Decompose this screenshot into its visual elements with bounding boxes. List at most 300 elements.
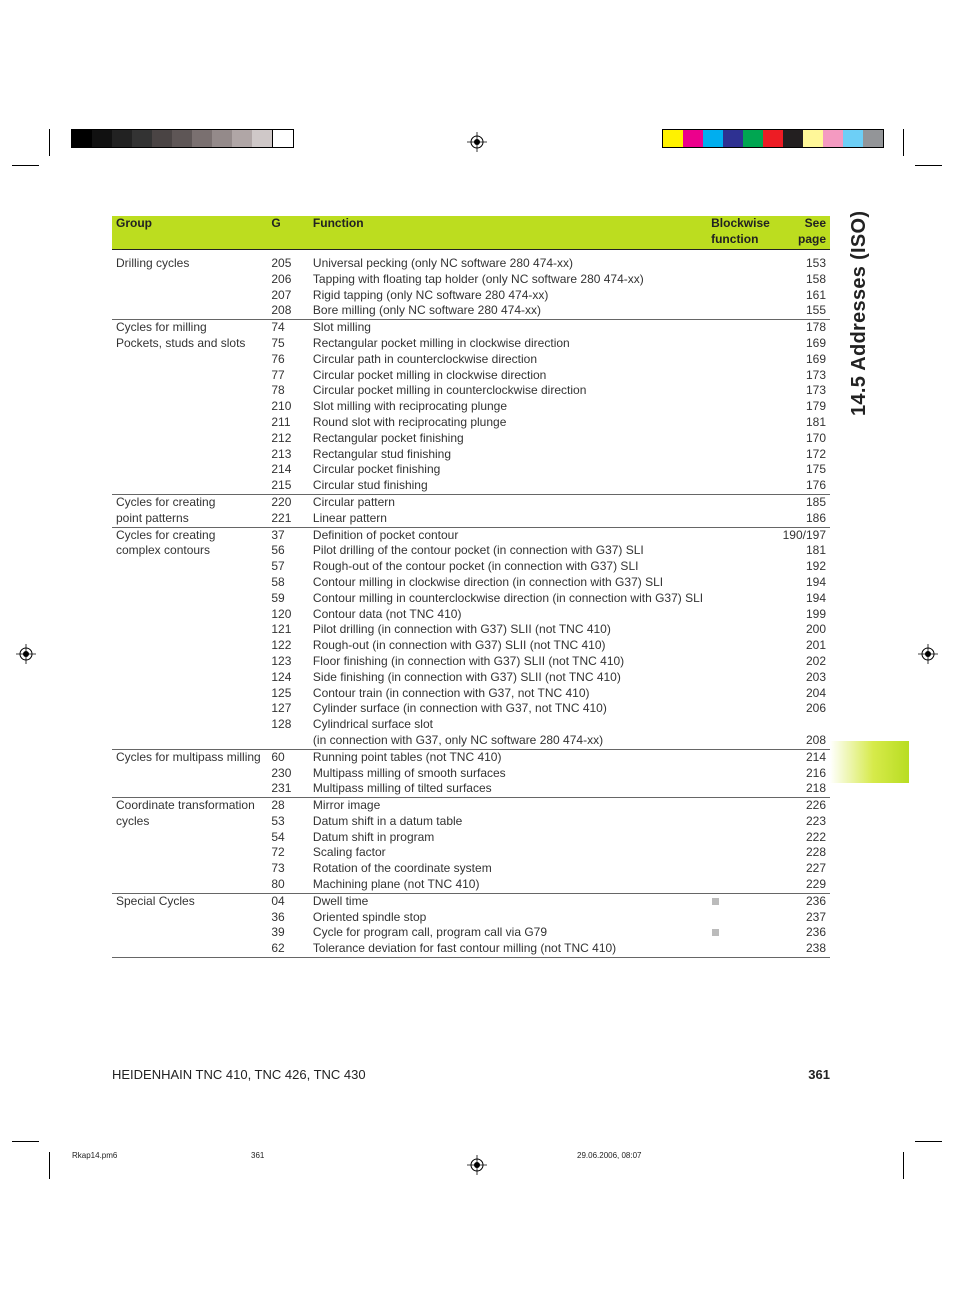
table-row [112, 543, 830, 559]
function-cell: Datum shift in program [312, 829, 435, 844]
g-code-cell: 59 [271, 590, 285, 605]
footer-product-name: HEIDENHAIN TNC 410, TNC 426, TNC 430 [112, 1067, 366, 1082]
table-row [112, 686, 830, 702]
g-code-cell: 122 [271, 638, 292, 653]
page-cell: 176 [805, 478, 826, 493]
blockwise-cell [707, 511, 779, 527]
page-cell: 194 [805, 590, 826, 605]
page-cell: 153 [805, 256, 826, 270]
group-cell [112, 383, 267, 399]
table-row [112, 941, 830, 957]
blockwise-cell [707, 798, 779, 814]
header-function: Function [309, 216, 707, 250]
function-cell: Rectangular stud finishing [312, 446, 452, 461]
crop-mark [903, 129, 904, 156]
header-blockwise-line2: function [711, 231, 759, 246]
group-cell [112, 701, 267, 717]
table-row [112, 830, 830, 846]
color-swatch [152, 130, 172, 147]
color-swatch [172, 130, 192, 147]
g-code-cell: 74 [267, 320, 309, 336]
page-cell: 169 [805, 335, 826, 350]
function-cell: Tapping with floating tap holder (only NC software 280 474-xx) [312, 271, 644, 286]
group-cell: Coordinate transformation [112, 798, 267, 814]
page-cell: 172 [805, 446, 826, 461]
cycles-table [112, 216, 830, 958]
header-group: Group [112, 216, 267, 250]
page-cell: 237 [805, 909, 826, 924]
slug-datetime: 29.06.2006, 08:07 [577, 1151, 642, 1160]
group-cell [112, 781, 267, 797]
g-code-cell: 125 [271, 685, 292, 700]
function-cell: Rectangular pocket milling in clockwise direction [312, 335, 570, 350]
g-code-cell: 80 [271, 877, 285, 892]
blockwise-cell [707, 717, 779, 733]
blockwise-cell [707, 893, 779, 909]
blockwise-cell [707, 415, 779, 431]
table-row [112, 591, 830, 607]
g-code-cell: 37 [267, 527, 309, 543]
table-header-row [112, 216, 830, 250]
group-cell: Special Cycles [112, 893, 267, 909]
grayscale-color-bar [71, 129, 294, 148]
blockwise-cell [707, 877, 779, 893]
registration-mark-icon [467, 132, 487, 152]
group-cell [112, 431, 267, 447]
color-swatch [803, 130, 823, 147]
color-swatch [763, 130, 783, 147]
function-cell: Circular pocket milling in clockwise direction [312, 367, 547, 382]
blockwise-cell [707, 575, 779, 591]
g-code-cell: 205 [271, 256, 292, 270]
header-g: G [267, 216, 309, 250]
blockwise-cell [707, 781, 779, 797]
group-cell [112, 670, 267, 686]
blockwise-cell [707, 591, 779, 607]
blockwise-cell [707, 320, 779, 336]
group-cell: Cycles for milling [112, 320, 267, 336]
color-swatch [703, 130, 723, 147]
table-row [112, 798, 830, 814]
function-cell: Round slot with reciprocating plunge [312, 414, 507, 429]
color-swatch [72, 130, 92, 147]
page-cell: 161 [805, 287, 826, 302]
group-cell [112, 399, 267, 415]
table-row [112, 845, 830, 861]
function-cell: Circular pocket milling in counterclockwise direction [312, 383, 587, 398]
page-cell: 190/197 [779, 527, 830, 543]
g-code-cell: 207 [271, 287, 292, 302]
page-cell: 222 [805, 829, 826, 844]
group-cell [112, 717, 267, 733]
page-cell: 226 [779, 798, 830, 814]
page-cell: 208 [805, 732, 826, 747]
page-cell: 204 [805, 685, 826, 700]
g-code-cell: 230 [271, 765, 292, 780]
group-cell [112, 861, 267, 877]
registration-mark-icon [16, 644, 36, 664]
function-cell: Side finishing (in connection with G37) SLII (not TNC 410) [312, 669, 621, 684]
blockwise-cell [707, 383, 779, 399]
crop-mark [915, 165, 942, 166]
table-row [112, 272, 830, 288]
function-cell: Cylindrical surface slot [312, 717, 433, 732]
slug-page: 361 [251, 1151, 265, 1160]
function-cell: Definition of pocket contour [309, 527, 707, 543]
g-code-cell: 58 [271, 574, 285, 589]
group-cell [112, 845, 267, 861]
table-row [112, 861, 830, 877]
blockwise-marker-icon [712, 898, 719, 905]
blockwise-cell [707, 494, 779, 510]
function-cell: Cycle for program call, program call via G79 [312, 925, 548, 940]
group-cell [112, 352, 267, 368]
blockwise-cell [707, 559, 779, 575]
page-cell: 228 [805, 845, 826, 860]
blockwise-cell [707, 303, 779, 319]
group-cell: Cycles for creating [112, 527, 267, 543]
slug-file-name: Rkap14.pm6 [72, 1151, 118, 1160]
g-code-cell: 214 [271, 462, 292, 477]
table-row [112, 288, 830, 304]
g-code-cell: 28 [267, 798, 309, 814]
page-cell: 179 [805, 399, 826, 414]
page-cell: 238 [779, 941, 830, 957]
group-cell [112, 877, 267, 893]
function-cell: Oriented spindle stop [312, 909, 427, 924]
color-swatch [112, 130, 132, 147]
crop-mark [49, 1152, 50, 1179]
group-cell: Pockets, studs and slots [116, 335, 246, 350]
g-code-cell: 36 [271, 909, 285, 924]
blockwise-marker-icon [712, 929, 719, 936]
group-cell [112, 447, 267, 463]
blockwise-cell [707, 814, 779, 830]
g-code-cell: 77 [271, 367, 285, 382]
function-cell: Bore milling (only NC software 280 474-xx) [312, 303, 542, 318]
table-row [112, 607, 830, 623]
page-cell: 194 [805, 574, 826, 589]
function-cell: Circular pattern [309, 494, 707, 510]
table-row [112, 638, 830, 654]
table-row [112, 877, 830, 893]
g-code-cell: 211 [271, 414, 291, 429]
header-page-line1: See [804, 216, 826, 230]
group-cell: Drilling cycles [116, 256, 190, 270]
g-code-cell: 206 [271, 271, 292, 286]
function-cell: Rough-out (in connection with G37) SLII (not TNC 410) [312, 638, 606, 653]
group-cell: cycles [116, 813, 150, 828]
g-code-cell: 72 [271, 845, 285, 860]
table-row [112, 559, 830, 575]
g-code-cell: 78 [271, 383, 285, 398]
function-cell: Slot milling with reciprocating plunge [312, 399, 508, 414]
function-cell: Pilot drilling of the contour pocket (in connection with G37) SLI [312, 543, 644, 558]
crop-mark [903, 1152, 904, 1179]
g-code-cell: 73 [271, 861, 285, 876]
registration-mark-icon [467, 1155, 487, 1175]
table-row [112, 494, 830, 510]
group-cell: complex contours [116, 543, 211, 558]
page-cell: 203 [805, 669, 826, 684]
group-cell [112, 686, 267, 702]
group-cell [112, 925, 267, 941]
table-row [112, 893, 830, 909]
color-swatch [823, 130, 843, 147]
g-code-cell: 221 [271, 510, 292, 525]
header-blockwise [707, 216, 779, 250]
function-cell: Contour milling in counterclockwise direction (in connection with G37) SLI [312, 590, 704, 605]
table-row [112, 527, 830, 543]
page-cell: 173 [805, 367, 826, 382]
function-cell: Contour train (in connection with G37, not TNC 410) [312, 685, 590, 700]
table-body [112, 250, 830, 958]
table-row [112, 303, 830, 319]
g-code-cell: 210 [271, 399, 292, 414]
chapter-thumb-tab [830, 741, 909, 783]
table-row [112, 781, 830, 797]
color-swatch [272, 130, 293, 147]
table-row [112, 383, 830, 399]
group-cell [112, 303, 267, 319]
g-code-cell [267, 733, 309, 749]
blockwise-cell [707, 654, 779, 670]
blockwise-cell [707, 336, 779, 352]
table-row [112, 925, 830, 941]
page-cell: 206 [805, 701, 826, 716]
page-cell: 201 [805, 638, 826, 653]
group-cell [112, 910, 267, 926]
blockwise-cell [707, 462, 779, 478]
group-cell [112, 830, 267, 846]
color-swatch [843, 130, 863, 147]
function-cell: Tolerance deviation for fast contour milling (not TNC 410) [309, 941, 707, 957]
blockwise-cell [707, 399, 779, 415]
color-swatch [252, 130, 272, 147]
page-cell: 236 [779, 893, 830, 909]
table-row [112, 250, 830, 272]
function-cell: Mirror image [309, 798, 707, 814]
function-cell: Rectangular pocket finishing [312, 430, 464, 445]
function-cell: Circular stud finishing [312, 478, 428, 493]
function-cell: Cylinder surface (in connection with G37, not TNC 410) [312, 701, 607, 716]
table-row [112, 478, 830, 494]
color-swatch [663, 130, 683, 147]
group-cell [112, 478, 267, 494]
group-cell [112, 654, 267, 670]
crop-mark [12, 165, 39, 166]
page-cell: 216 [805, 765, 826, 780]
function-cell: Circular path in counterclockwise direction [312, 351, 538, 366]
group-cell: point patterns [116, 510, 189, 525]
page-cell: 181 [805, 543, 826, 558]
g-code-cell: 39 [271, 925, 285, 940]
blockwise-cell [707, 431, 779, 447]
group-cell [112, 638, 267, 654]
page-cell: 170 [805, 430, 826, 445]
table-row [112, 336, 830, 352]
group-cell: Cycles for multipass milling [112, 749, 267, 765]
header-blockwise-line1: Blockwise [711, 216, 770, 230]
page-cell: 155 [805, 303, 826, 318]
footer-page-number: 361 [808, 1067, 830, 1082]
blockwise-cell [707, 352, 779, 368]
g-code-cell: 57 [271, 559, 285, 574]
g-code-cell: 215 [271, 478, 292, 493]
page-cell: 229 [805, 877, 826, 892]
page-cell: 214 [779, 749, 830, 765]
blockwise-cell [707, 447, 779, 463]
page-cell: 192 [805, 559, 826, 574]
table-row [112, 701, 830, 717]
table-row [112, 399, 830, 415]
blockwise-cell [707, 272, 779, 288]
g-code-cell: 231 [271, 781, 292, 796]
table-row [112, 368, 830, 384]
registration-mark-icon [918, 644, 938, 664]
blockwise-cell [707, 845, 779, 861]
g-code-cell: 62 [267, 941, 309, 957]
g-code-cell: 220 [267, 494, 309, 510]
blockwise-cell [707, 910, 779, 926]
g-code-cell: 04 [267, 893, 309, 909]
function-cell: Rough-out of the contour pocket (in connection with G37) SLI [312, 559, 639, 574]
g-code-cell: 213 [271, 446, 292, 461]
function-cell: (in connection with G37, only NC software 280 474-xx) [312, 732, 604, 747]
blockwise-cell [707, 701, 779, 717]
g-code-cell: 127 [271, 701, 292, 716]
g-code-cell: 120 [271, 606, 292, 621]
color-swatch [743, 130, 763, 147]
table-row [112, 415, 830, 431]
group-cell [112, 272, 267, 288]
function-cell: Datum shift in a datum table [312, 813, 463, 828]
g-code-cell: 121 [271, 622, 292, 637]
function-cell: Dwell time [309, 893, 707, 909]
blockwise-cell [707, 250, 779, 272]
table-row [112, 447, 830, 463]
g-code-cell: 56 [271, 543, 285, 558]
table-row [112, 575, 830, 591]
function-cell: Multipass milling of tilted surfaces [312, 781, 492, 796]
function-cell: Universal pecking (only NC software 280 474-xx) [312, 256, 574, 270]
function-cell: Floor finishing (in connection with G37) SLII (not TNC 410) [312, 653, 625, 668]
blockwise-cell [707, 686, 779, 702]
color-swatch [783, 130, 803, 147]
g-code-cell: 54 [271, 829, 285, 844]
group-cell [112, 288, 267, 304]
page-cell: 158 [805, 271, 826, 286]
page-cell: 181 [805, 414, 826, 429]
group-cell [112, 733, 267, 749]
table-row [112, 733, 830, 749]
g-code-cell: 123 [271, 653, 292, 668]
g-code-cell: 208 [271, 303, 292, 318]
blockwise-cell [707, 670, 779, 686]
page-cell: 178 [779, 320, 830, 336]
group-cell: Cycles for creating [112, 494, 267, 510]
group-cell [112, 622, 267, 638]
blockwise-cell [707, 749, 779, 765]
function-cell: Multipass milling of smooth surfaces [312, 765, 506, 780]
function-cell: Scaling factor [312, 845, 386, 860]
blockwise-cell [707, 368, 779, 384]
table-row [112, 511, 830, 527]
color-swatch [232, 130, 252, 147]
group-cell [112, 591, 267, 607]
blockwise-cell [707, 733, 779, 749]
group-cell [112, 766, 267, 782]
g-code-cell: 212 [271, 430, 292, 445]
blockwise-cell [707, 830, 779, 846]
page-cell: 236 [805, 925, 826, 940]
blockwise-cell [707, 622, 779, 638]
function-cell: Running point tables (not TNC 410) [309, 749, 707, 765]
table-row [112, 766, 830, 782]
table-row [112, 352, 830, 368]
color-swatch [92, 130, 112, 147]
crop-mark [12, 1141, 39, 1142]
header-page-line2: page [797, 231, 826, 246]
page-cell [779, 717, 830, 733]
color-swatch [723, 130, 743, 147]
blockwise-cell [707, 941, 779, 957]
page-cell: 218 [805, 781, 826, 796]
function-cell: Slot milling [309, 320, 707, 336]
table-row [112, 431, 830, 447]
g-code-cell: 76 [271, 351, 285, 366]
function-cell: Pilot drilling (in connection with G37) SLII (not TNC 410) [312, 622, 611, 637]
function-cell: Circular pocket finishing [312, 462, 441, 477]
group-cell [112, 941, 267, 957]
table-row [112, 910, 830, 926]
color-swatch [683, 130, 703, 147]
table-row [112, 717, 830, 733]
blockwise-cell [707, 766, 779, 782]
page-cell: 175 [805, 462, 826, 477]
g-code-cell: 128 [271, 717, 292, 732]
table-row [112, 622, 830, 638]
g-code-cell: 124 [271, 669, 292, 684]
group-cell [112, 415, 267, 431]
page-cell: 169 [805, 351, 826, 366]
page-cell: 185 [779, 494, 830, 510]
g-code-cell: 75 [271, 335, 285, 350]
page-cell: 199 [805, 606, 826, 621]
g-code-cell: 53 [271, 813, 285, 828]
crop-mark [49, 129, 50, 156]
table-row [112, 462, 830, 478]
group-cell [112, 368, 267, 384]
function-cell: Machining plane (not TNC 410) [312, 877, 480, 892]
function-cell: Rotation of the coordinate system [312, 861, 492, 876]
color-swatch [132, 130, 152, 147]
blockwise-cell [707, 288, 779, 304]
table-row [112, 814, 830, 830]
blockwise-cell [707, 543, 779, 559]
header-page [779, 216, 830, 250]
group-cell [112, 462, 267, 478]
chapter-side-title-text: 14.5 Addresses (ISO) [848, 210, 870, 416]
table-row [112, 654, 830, 670]
blockwise-cell [707, 478, 779, 494]
blockwise-cell [707, 527, 779, 543]
page-cell: 200 [805, 622, 826, 637]
blockwise-cell [707, 607, 779, 623]
function-cell: Rigid tapping (only NC software 280 474-xx) [312, 287, 549, 302]
color-swatch [192, 130, 212, 147]
group-cell [112, 607, 267, 623]
